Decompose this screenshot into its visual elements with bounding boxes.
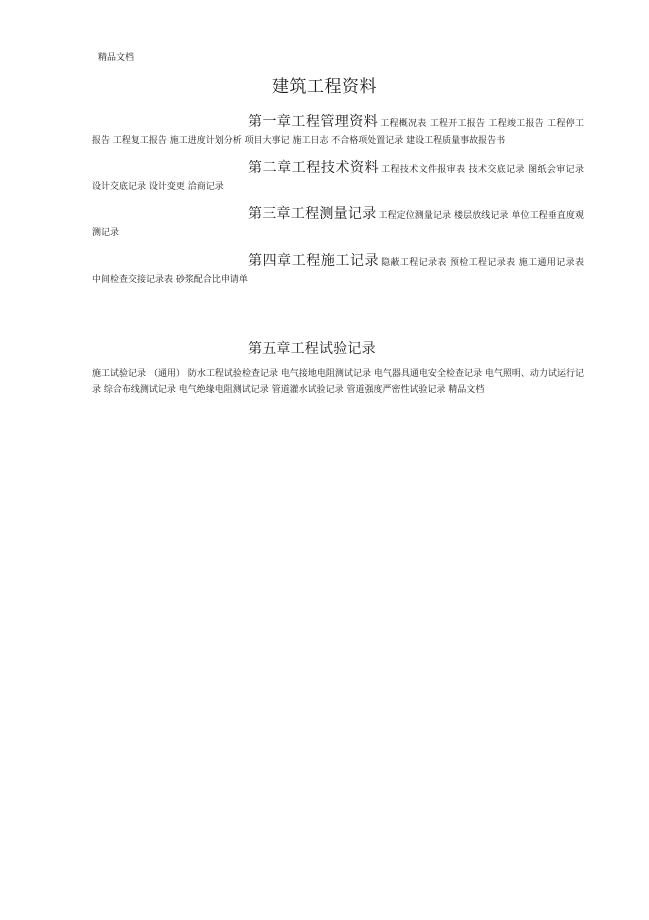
chapter-4-block xyxy=(92,253,584,289)
chapter-5-items: 施工试验记录 （通用） 防水工程试验检查记录 电气接地电阻测试记录 电气器具通电安全检查记录 电气照明、动力试运行记录 综合布线测试记录 电气绝缘电阻测试记录 管道灌水试验记录 管道强度严密性试验记录 精品文档 xyxy=(92,369,584,395)
chapter-1-block xyxy=(92,114,584,150)
chapter-3-items: 工程定位测量记录 楼层放线记录 单位工程垂直度观测记录 xyxy=(92,211,584,238)
chapter-2-block xyxy=(92,160,584,196)
document-title: 建筑工程资料 xyxy=(272,77,377,97)
chapter-3-block xyxy=(92,206,584,242)
chapter-3-heading: 第三章工程测量记录 xyxy=(248,206,377,222)
chapter-5-heading: 第五章工程试验记录 xyxy=(248,341,376,357)
chapter-4-heading: 第四章工程施工记录 xyxy=(248,253,380,269)
header-watermark-text: 精品文档 xyxy=(98,53,135,63)
chapter-4-items: 隐蔽工程记录表 预检工程记录表 施工通用记录表 中间检查交接记录表 砂浆配合比申请单 xyxy=(92,258,584,285)
chapter-2-heading: 第二章工程技术资料 xyxy=(248,160,380,176)
chapter-1-items: 工程概况表 工程开工报告 工程竣工报告 工程停工报告 工程复工报告 施工进度计划分析 项目大事记 施工日志 不合格项处置记录 建设工程质量事故报告书 xyxy=(92,119,584,146)
chapter-1-heading: 第一章工程管理资料 xyxy=(248,114,379,130)
chapter-2-items: 工程技术文件报审表 技术交底记录 图纸会审记录 设计交底记录 设计变更 洽商记录 xyxy=(92,165,584,192)
